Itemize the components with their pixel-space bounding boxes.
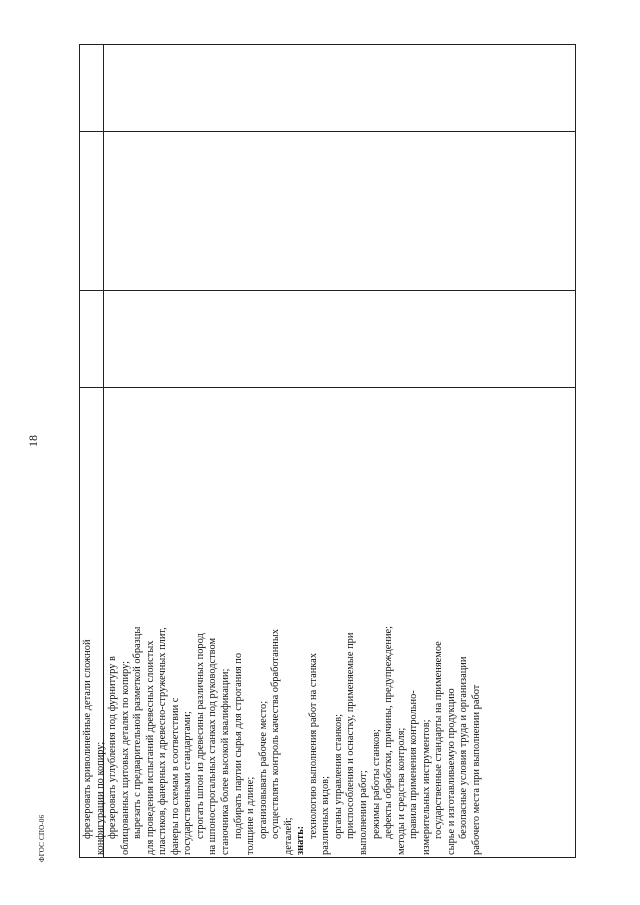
table-row-divider xyxy=(79,387,576,388)
text-line: знать: xyxy=(295,825,307,855)
text-line: органы управления станков; xyxy=(332,714,344,839)
text-line: деталей; xyxy=(282,817,294,855)
text-line: конфигурации по копиру; xyxy=(94,741,106,855)
footer-standard-code: ФГОС СПО-06 xyxy=(38,814,46,862)
text-line: подбирать партии сырья для строгания по xyxy=(232,652,244,839)
text-line: безопасные условия труда и организации xyxy=(458,656,470,839)
text-line: организовывать рабочее место; xyxy=(257,700,269,839)
text-line: толщине и длине; xyxy=(245,776,257,855)
text-line: сырье и изготавливаемую продукцию xyxy=(445,688,457,855)
text-line: различных видов; xyxy=(320,776,332,855)
table-row-divider xyxy=(79,290,576,291)
text-line: приспособления и оснастку, применяемые при xyxy=(345,632,357,839)
text-line: фрезеровать углубления под фурнитуру в xyxy=(107,656,119,839)
text-line: на шпонострогальных станках под руководством xyxy=(207,637,219,855)
text-line: вырезать с предварительной разметкой образцы xyxy=(132,626,144,839)
text-line: выполнении работ; xyxy=(358,770,370,855)
page-number: 18 xyxy=(26,435,40,447)
text-line: облицованных щитовых деталях по копиру; xyxy=(119,660,131,855)
text-line: правила применения контрольно- xyxy=(408,690,420,839)
competency-text-cell xyxy=(82,547,484,857)
text-line: пластиков, фанерных и древесно-стружечных плит, xyxy=(157,627,169,855)
text-line: методы и средства контроля; xyxy=(395,727,407,855)
text-line: технологию выполнения работ на станках xyxy=(307,653,319,839)
text-line: строгать шпон из древесины различных пород xyxy=(194,633,206,839)
text-line: государственные стандарты на применяемое xyxy=(433,641,445,839)
text-line: фрезеровать криволинейные детали сложной xyxy=(82,639,93,839)
text-line: для проведения испытаний древесных слоистых xyxy=(144,640,156,855)
text-line: дефекты обработки, причины, предупреждение; xyxy=(383,626,395,839)
text-line: рабочего места при выполнении работ xyxy=(470,684,482,855)
text-line: фанеры по схемам в соответствии с xyxy=(169,697,181,855)
table-row-divider xyxy=(79,131,576,132)
text-line: станочника более высокой квалификации; xyxy=(220,668,232,855)
text-line: режимы работы станков; xyxy=(370,729,382,839)
text-line: государственными стандартами; xyxy=(182,711,194,855)
text-line: осуществлять контроль качества обработанных xyxy=(270,628,282,839)
text-line: измерительных инструментов; xyxy=(420,719,432,855)
rotated-page-content xyxy=(80,547,576,857)
